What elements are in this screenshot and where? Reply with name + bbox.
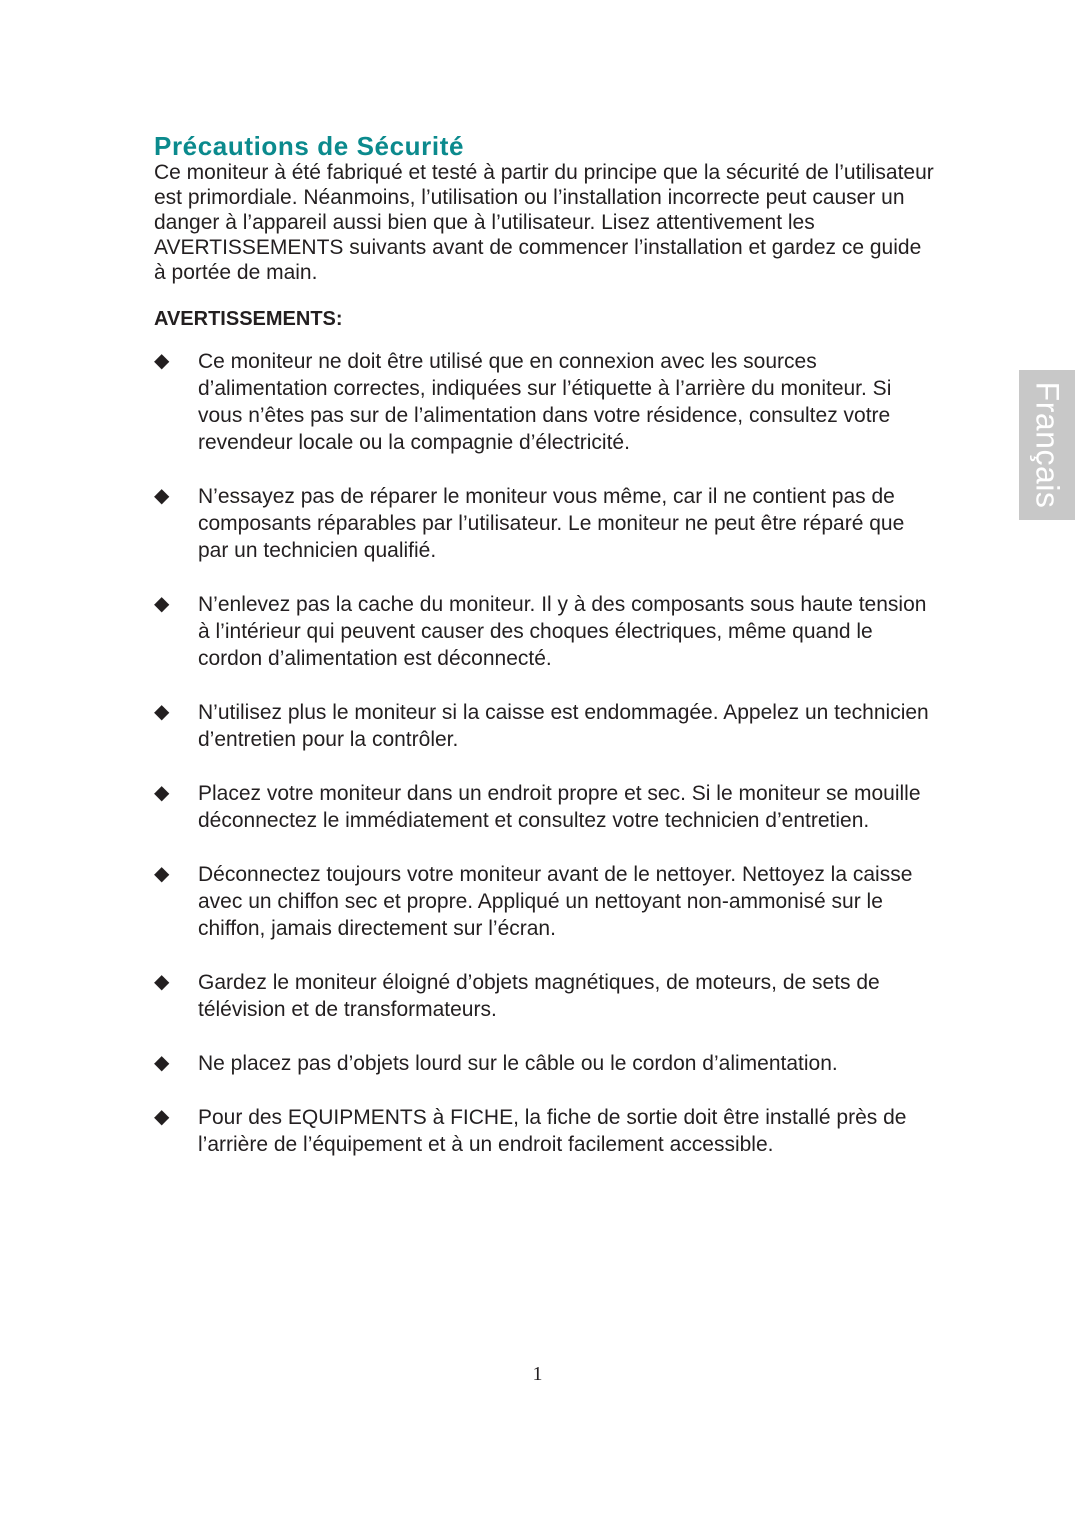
warning-item xyxy=(154,348,934,456)
warning-item xyxy=(154,591,934,672)
warning-text: Ne placez pas d’objets lourd sur le câble ou le cordon d’alimentation. xyxy=(198,1052,838,1075)
diamond-bullet-icon: ◆ xyxy=(154,485,170,507)
warning-item xyxy=(154,699,934,753)
diamond-bullet-icon: ◆ xyxy=(154,593,170,615)
warning-item xyxy=(154,483,934,564)
intro-paragraph: Ce moniteur à été fabriqué et testé à partir du principe que la sécurité de l’utilisateur est primordiale. Néanmoins, l’utilisation ou l’installation incorrecte peut causer un danger à l’appareil aussi bien que à l’utilisateur. Lisez attentivement les AVERTISSEMENTS suivants avant de commencer l’installation et gardez ce guide à portée de main. xyxy=(154,161,934,284)
warning-text: N’essayez pas de réparer le moniteur vous même, car il ne contient pas de composants réparables par l’utilisateur. Le moniteur ne peut être réparé que par un technicien qualifié. xyxy=(198,485,905,562)
language-side-tab xyxy=(1019,370,1075,520)
warning-item xyxy=(154,1104,934,1158)
warning-text: Ce moniteur ne doit être utilisé que en connexion avec les sources d’alimentation correctes, indiquées sur l’étiquette à l’arrière du moniteur. Si vous n’êtes pas sur de l’alimentation dans votre résidence, consultez votre revendeur locale ou la compagnie d’électricité. xyxy=(198,350,892,454)
warning-item xyxy=(154,969,934,1023)
warnings-heading: AVERTISSEMENTS: xyxy=(154,308,343,330)
warning-text: N’enlevez pas la cache du moniteur. Il y à des composants sous haute tension à l’intérieur qui peuvent causer des choques électriques, même quand le cordon d’alimentation est déconnecté. xyxy=(198,593,927,670)
diamond-bullet-icon: ◆ xyxy=(154,1052,170,1074)
warning-item xyxy=(154,780,934,834)
diamond-bullet-icon: ◆ xyxy=(154,350,170,372)
warning-text: Pour des EQUIPMENTS à FICHE, la fiche de sortie doit être installé près de l’arrière de l’équipement et à un endroit facilement accessible. xyxy=(198,1106,907,1156)
warning-text: Placez votre moniteur dans un endroit propre et sec. Si le moniteur se mouille déconnectez le immédiatement et consultez votre technicien d’entretien. xyxy=(198,782,921,832)
warning-text: N’utilisez plus le moniteur si la caisse est endommagée. Appelez un technicien d’entretien pour la contrôler. xyxy=(198,701,929,751)
warnings-list xyxy=(154,348,934,1185)
diamond-bullet-icon: ◆ xyxy=(154,782,170,804)
page-title: Précautions de Sécurité xyxy=(154,131,465,161)
warning-text: Déconnectez toujours votre moniteur avant de le nettoyer. Nettoyez la caisse avec un chiffon sec et propre. Appliqué un nettoyant non-ammonisé sur le chiffon, jamais directement sur l’écran. xyxy=(198,863,913,940)
language-label: Français xyxy=(1029,381,1066,509)
diamond-bullet-icon: ◆ xyxy=(154,971,170,993)
diamond-bullet-icon: ◆ xyxy=(154,701,170,723)
page-number: 1 xyxy=(532,1363,543,1385)
warning-item xyxy=(154,1050,934,1077)
diamond-bullet-icon: ◆ xyxy=(154,1106,170,1128)
warning-text: Gardez le moniteur éloigné d’objets magnétiques, de moteurs, de sets de télévision et de transformateurs. xyxy=(198,971,880,1021)
warning-item xyxy=(154,861,934,942)
diamond-bullet-icon: ◆ xyxy=(154,863,170,885)
